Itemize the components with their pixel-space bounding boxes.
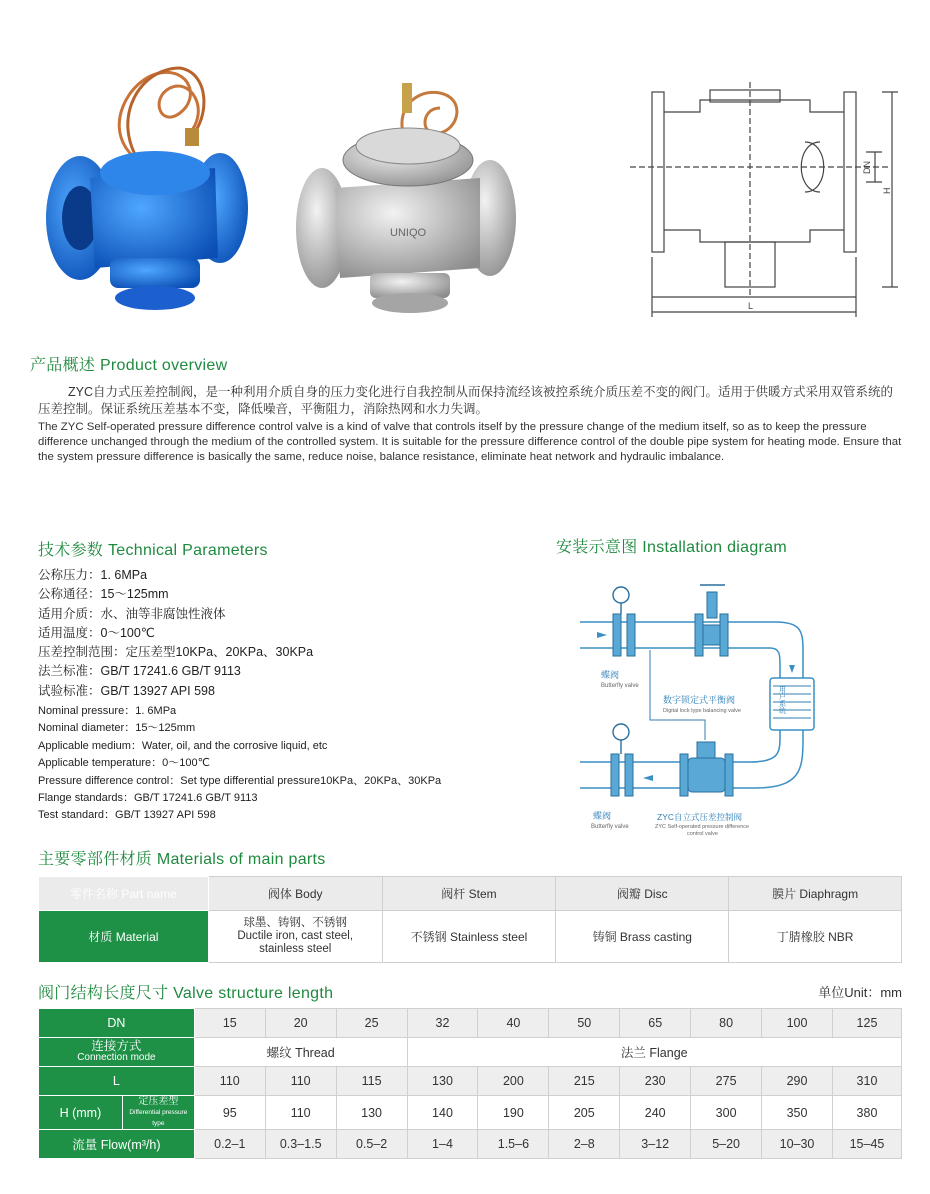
flow-cell: 0.3–1.5 xyxy=(265,1130,336,1159)
h-type-cn: 定压差型 xyxy=(138,1096,179,1107)
balancing-label-en: Digital lock type balancing valve xyxy=(663,708,741,714)
drawing-dn: DN xyxy=(862,161,872,174)
materials-table xyxy=(38,876,902,963)
drawing-l: L xyxy=(748,301,754,311)
h-type-en: Differential pressure type xyxy=(129,1109,188,1127)
drawing-h: H xyxy=(882,187,892,194)
tech-cn-item: 公称通径：15～125mm xyxy=(38,587,169,602)
l-cell: 290 xyxy=(762,1067,833,1096)
svg-text:UNIQO: UNIQO xyxy=(390,227,427,239)
flow-cell: 0.5–2 xyxy=(336,1130,407,1159)
tech-en-item: Nominal diameter：15～125mm xyxy=(38,722,196,735)
zyc-label-en-1: ZYC Self-operated pressure difference xyxy=(655,824,750,830)
materials-header-diaphragm: 膜片 Diaphragm xyxy=(729,877,902,911)
materials-diaphragm: 丁腈橡胶 NBR xyxy=(729,911,902,963)
l-cell: 200 xyxy=(478,1067,549,1096)
materials-header-body: 阀体 Body xyxy=(208,877,382,911)
conn-thread: 螺纹 Thread xyxy=(194,1038,407,1067)
h-cell: 205 xyxy=(549,1096,620,1130)
zyc-label-en-2: control valve xyxy=(687,831,718,837)
materials-stem: 不锈钢 Stainless steel xyxy=(382,911,556,963)
l-cell: 110 xyxy=(265,1067,336,1096)
materials-header-part: 零件名称 Part name xyxy=(39,877,209,911)
dn-cell: 25 xyxy=(336,1009,407,1038)
butterfly-label-cn-1: 蝶阀 xyxy=(601,670,620,680)
dn-label: DN xyxy=(39,1009,195,1038)
blue-valve-photo xyxy=(40,58,260,318)
tech-en-item: Applicable temperature：0～100℃ xyxy=(38,757,210,770)
dn-cell: 15 xyxy=(194,1009,265,1038)
h-label: H (mm) xyxy=(39,1096,123,1130)
h-cell: 110 xyxy=(265,1096,336,1130)
tech-cn-item: 公称压力：1. 6MPa xyxy=(38,568,148,582)
materials-disc: 铸铜 Brass casting xyxy=(556,911,729,963)
materials-body-cell xyxy=(208,911,382,963)
overview-title: 产品概述 Product overview xyxy=(30,357,228,374)
h-cell: 95 xyxy=(194,1096,265,1130)
tech-en-item: Flange standards：GB/T 17241.6 GB/T 9113 xyxy=(38,792,258,805)
dn-cell: 40 xyxy=(478,1009,549,1038)
h-cell: 130 xyxy=(336,1096,407,1130)
tech-cn-list xyxy=(38,566,313,701)
l-cell: 110 xyxy=(194,1067,265,1096)
zyc-label-cn: ZYC自立式压差控制阀 xyxy=(657,812,743,822)
tech-cn-item: 法兰标准：GB/T 17241.6 GB/T 9113 xyxy=(38,664,241,679)
h-cell: 190 xyxy=(478,1096,549,1130)
tech-cn-item: 试验标准：GB/T 13927 API 598 xyxy=(38,683,215,698)
flow-label: 流量 Flow(m³/h) xyxy=(39,1130,195,1159)
structure-title: 阀门结构长度尺寸 Valve structure length xyxy=(38,985,334,1002)
steel-valve-photo xyxy=(290,78,525,318)
flow-cell: 5–20 xyxy=(691,1130,762,1159)
installation-diagram xyxy=(575,570,825,840)
dn-cell: 100 xyxy=(762,1009,833,1038)
flow-cell: 3–12 xyxy=(620,1130,691,1159)
tech-en-item: Pressure difference control：Set type differential pressure10KPa、20KPa、30KPa xyxy=(38,774,442,787)
flow-cell: 10–30 xyxy=(762,1130,833,1159)
install-title: 安装示意图 Installation diagram xyxy=(556,539,787,556)
tech-cn-item: 压差控制范围：定压差型10KPa、20KPa、30KPa xyxy=(38,645,314,660)
flow-cell: 1.5–6 xyxy=(478,1130,549,1159)
dn-cell: 125 xyxy=(832,1009,901,1038)
conn-label-en: Connection mode xyxy=(77,1052,156,1063)
overview-en: The ZYC Self-operated pressure difference control valve is a kind of valve that controls itself by the pressure change of the medium itself, so as to keep the pressure difference unchanged through the medium of the controlled system. It is suitable for the pressure difference control of the double pipe system for heating mode. Ensure that the system pressure difference is basically the same, reduce noise, balance resistance, eliminate heat network and hydraulic imbalance. xyxy=(38,421,902,463)
tech-en-item: Applicable medium：Water, oil, and the corrosive liquid, etc xyxy=(38,739,328,752)
dn-cell: 65 xyxy=(620,1009,691,1038)
conn-label-cn: 连接方式 xyxy=(91,1039,142,1053)
materials-body-en-2: stainless steel xyxy=(259,943,332,955)
overview-cn: ZYC自力式压差控制阀，是一种利用介质自身的压力变化进行自我控制从而保持流经该被控系统介质压差不变的阀门。适用于供暖方式采用双管系统的压差控制。保证系统压差基本不变，降低噪音，平衡阻力，消除热网和水力失调。 xyxy=(38,385,894,416)
tech-en-item: Test standard：GB/T 13927 API 598 xyxy=(38,809,216,822)
h-cell: 240 xyxy=(620,1096,691,1130)
balancing-label-cn: 数字锁定式平衡阀 xyxy=(663,695,736,705)
dn-cell: 20 xyxy=(265,1009,336,1038)
h-type xyxy=(122,1096,194,1130)
materials-header-disc: 阀瓣 Disc xyxy=(556,877,729,911)
h-cell: 140 xyxy=(407,1096,478,1130)
l-cell: 230 xyxy=(620,1067,691,1096)
dimension-drawing xyxy=(630,82,900,322)
butterfly-label-en-1: Butterfly valve xyxy=(601,683,639,689)
materials-body-cn: 球墨、铸钢、不锈钢 xyxy=(243,917,347,929)
l-cell: 310 xyxy=(832,1067,901,1096)
conn-label xyxy=(39,1038,195,1067)
l-label: L xyxy=(39,1067,195,1096)
flow-cell: 15–45 xyxy=(832,1130,901,1159)
tech-en-list xyxy=(38,703,441,825)
flow-cell: 1–4 xyxy=(407,1130,478,1159)
materials-title: 主要零部件材质 Materials of main parts xyxy=(38,851,326,868)
tech-title: 技术参数 Technical Parameters xyxy=(38,542,268,559)
h-cell: 350 xyxy=(762,1096,833,1130)
materials-body-en-1: Ductile iron, cast steel, xyxy=(237,930,354,942)
materials-header-stem: 阀杆 Stem xyxy=(382,877,556,911)
flow-cell: 0.2–1 xyxy=(194,1130,265,1159)
butterfly-label-cn-2: 蝶阀 xyxy=(593,811,612,821)
l-cell: 115 xyxy=(336,1067,407,1096)
butterfly-label-en-2: Butterfly valve xyxy=(591,824,629,830)
materials-row-label: 材质 Material xyxy=(39,911,209,963)
h-cell: 380 xyxy=(832,1096,901,1130)
exchanger-label: 用户系统 xyxy=(778,686,786,714)
tech-cn-item: 适用温度：0～100℃ xyxy=(38,625,155,640)
l-cell: 130 xyxy=(407,1067,478,1096)
unit-label: 单位Unit：mm xyxy=(818,985,902,1000)
flow-cell: 2–8 xyxy=(549,1130,620,1159)
conn-flange: 法兰 Flange xyxy=(407,1038,901,1067)
l-cell: 275 xyxy=(691,1067,762,1096)
tech-en-item: Nominal pressure：1. 6MPa xyxy=(38,705,177,717)
dn-cell: 50 xyxy=(549,1009,620,1038)
dn-cell: 32 xyxy=(407,1009,478,1038)
dn-cell: 80 xyxy=(691,1009,762,1038)
l-cell: 215 xyxy=(549,1067,620,1096)
structure-table xyxy=(38,1008,902,1159)
tech-cn-item: 适用介质：水、油等非腐蚀性液体 xyxy=(38,606,226,621)
h-cell: 300 xyxy=(691,1096,762,1130)
